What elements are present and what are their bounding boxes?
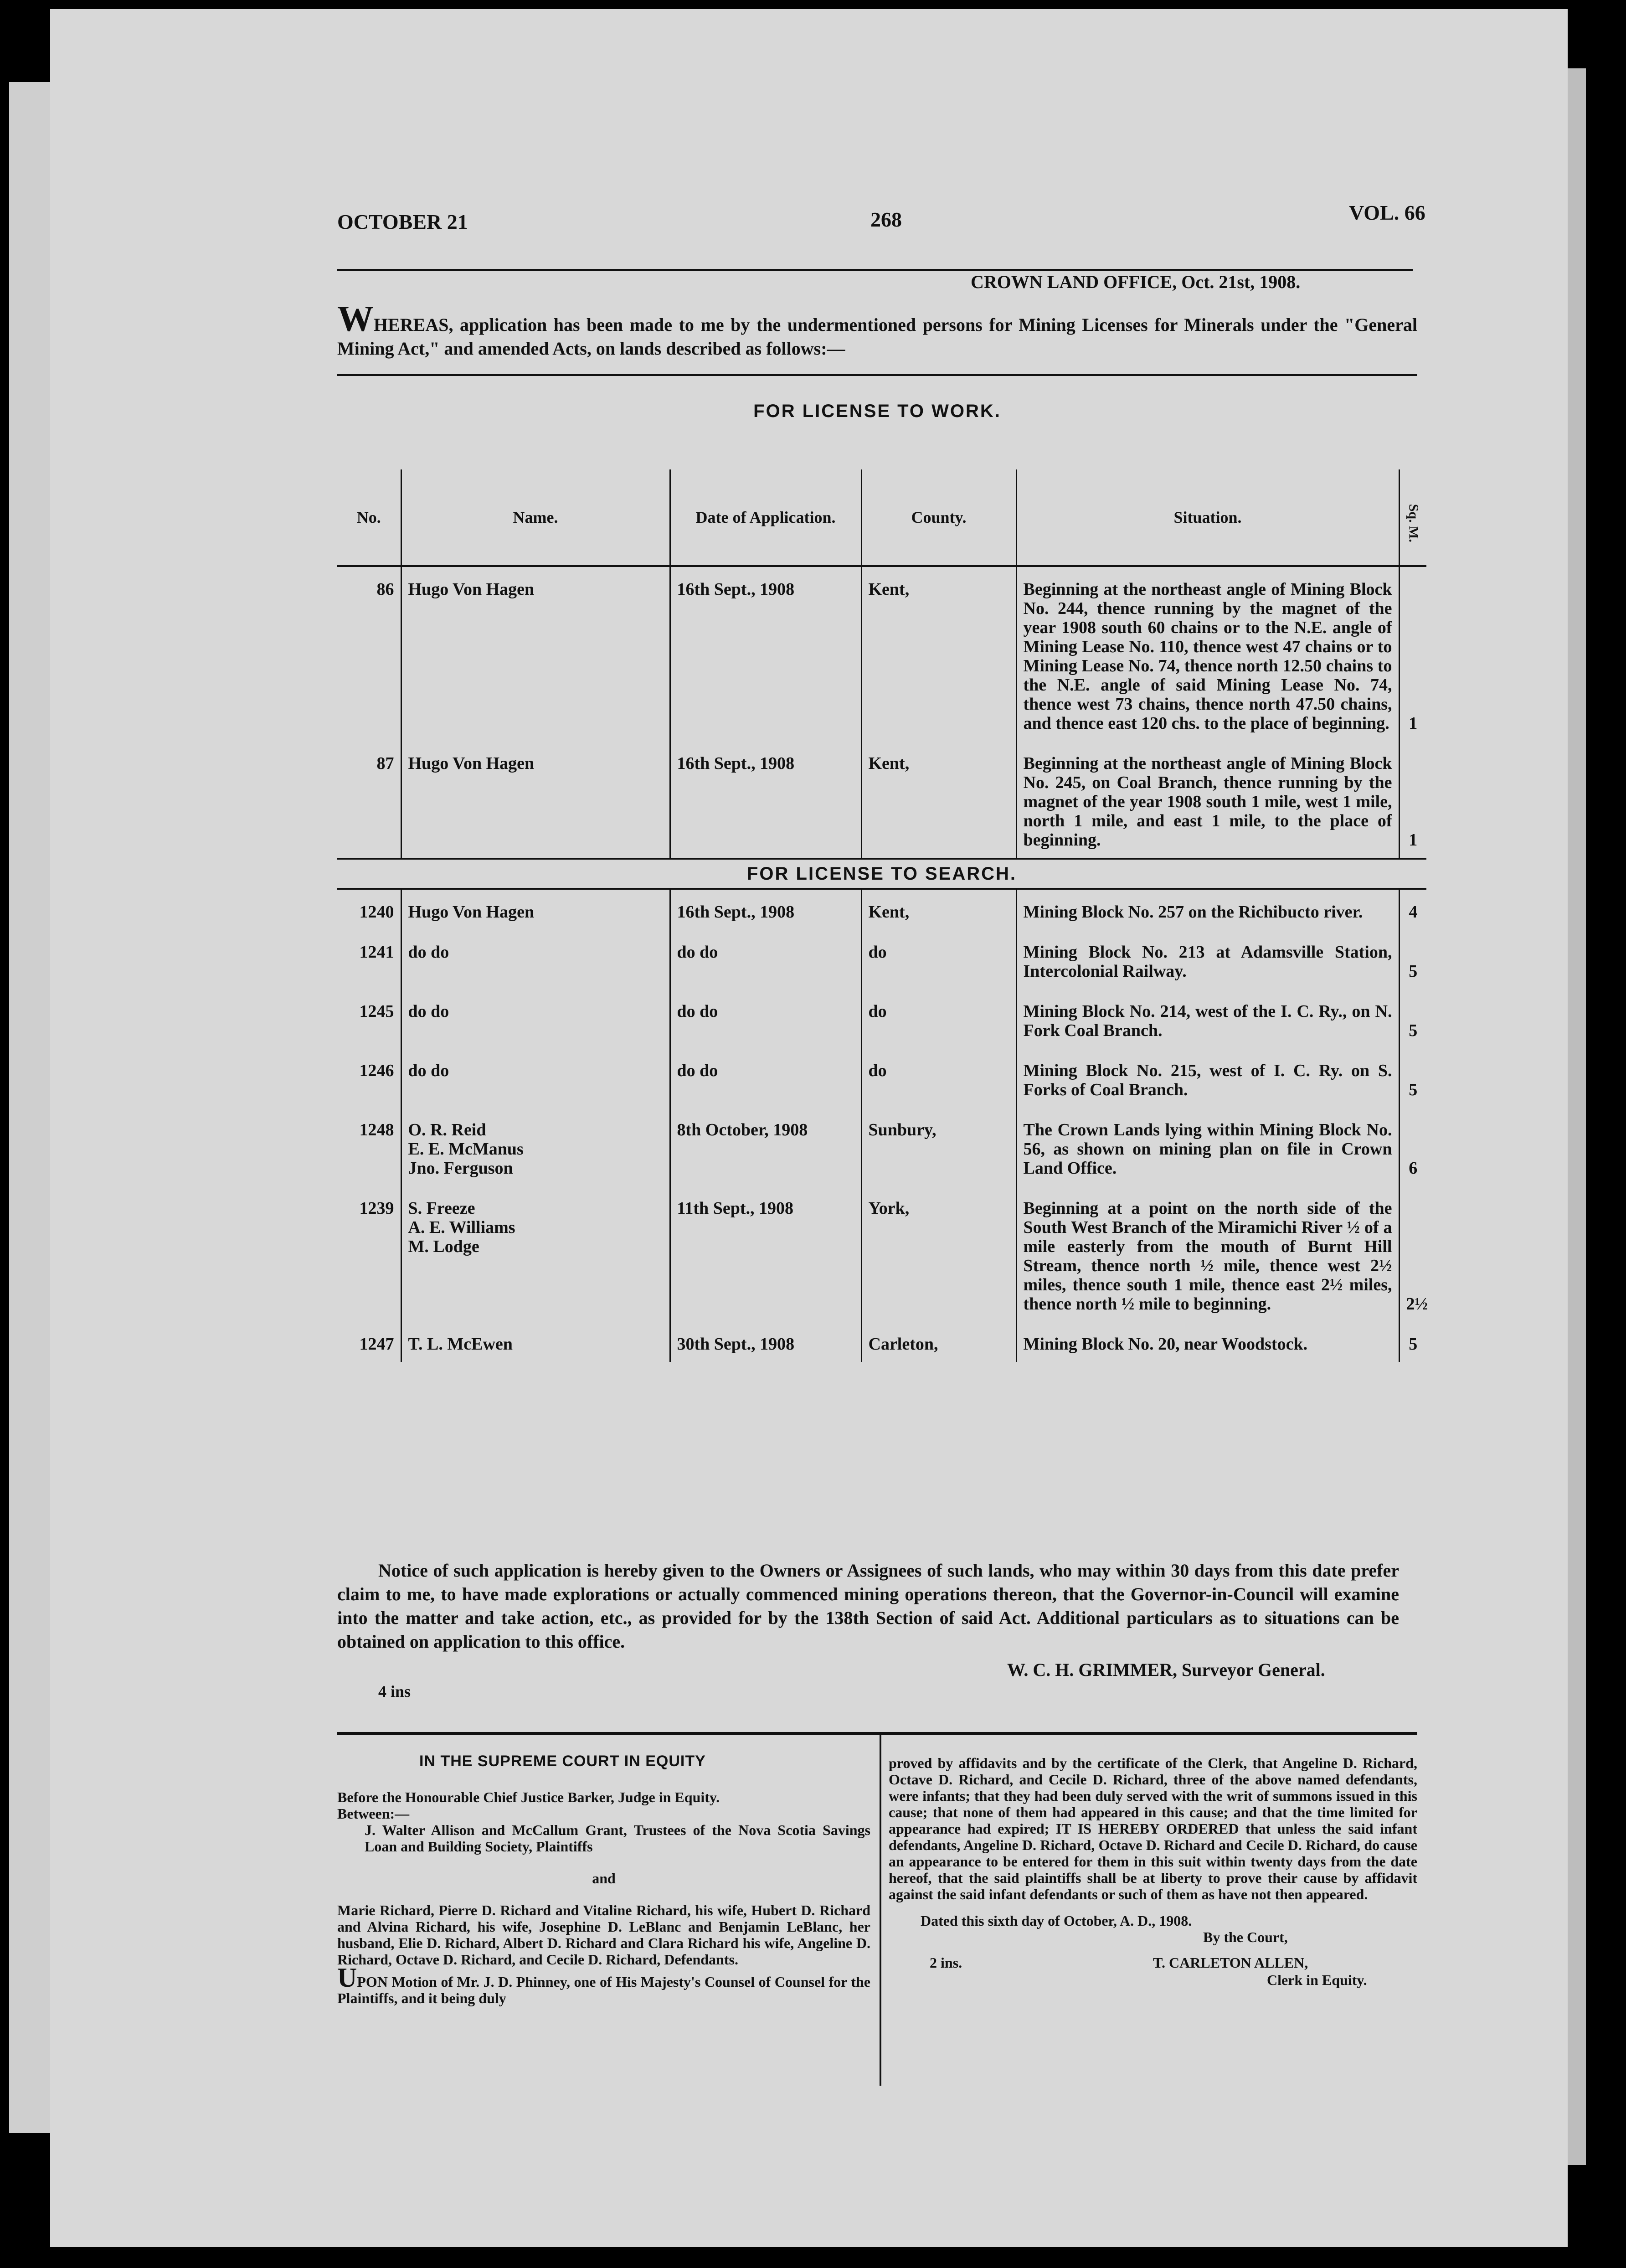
cell-date: 16th Sept., 1908 [670,741,861,859]
volume-label: VOL. 66 [1349,201,1425,224]
cell-sqm: 2½ [1399,1186,1426,1322]
equity-and: and [592,1870,616,1887]
cell-date: 16th Sept., 1908 [670,566,861,741]
col-header-county: County. [861,469,1016,566]
col-header-situation: Situation. [1016,469,1399,566]
table-header-row [337,469,1426,566]
cell-sqm: 1 [1399,741,1426,859]
cell-sqm: 5 [1399,989,1426,1048]
drop-cap: W [337,299,374,339]
cell-sqm: 5 [1399,1048,1426,1108]
cell-county: do [861,989,1016,1048]
cell-date: 30th Sept., 1908 [670,1322,861,1362]
cell-situation: Mining Block No. 20, near Woodstock. [1016,1322,1399,1362]
cell-county: Kent, [861,741,1016,859]
cell-name: do do [401,989,670,1048]
section-title-work: FOR LICENSE TO WORK. [753,401,1001,421]
cell-name: Hugo Von Hagen [401,566,670,741]
equity-upon: PON Motion of Mr. J. D. Phinney, one of His Majesty's Counsel of Counsel for the Plaintiffs, and it being duly [337,1974,870,2006]
cell-name: O. R. Reid E. E. McManus Jno. Ferguson [401,1108,670,1186]
cell-sqm: 6 [1399,1108,1426,1186]
cell-no: 1239 [359,1199,394,1218]
page-number: 268 [870,208,902,231]
cell-situation: Beginning at the northeast angle of Mining Block No. 244, thence running by the magnet of the year 1908 south 60 chains or to the N.E. angle of Mining Lease No. 110, thence west 47 chains or to Mining Lease No. 74, thence north 12.50 chains to the N.E. angle of said Mining Lease No. 74, thence west 73 chains, thence north 47.50 chains, and thence east 120 chs. to the place of beginning. [1016,566,1399,741]
col-header-sqm: Sq. M. [1405,504,1421,542]
col-header-no: No. [337,469,401,566]
equity-title: IN THE SUPREME COURT IN EQUITY [419,1753,706,1770]
equity-ins: 2 ins. [930,1954,962,1971]
table-row [337,889,1426,930]
equity-right-text: proved by affidavits and by the certificate of the Clerk, that Angeline D. Richard, Octave D. Richard, and Cecile D. Richard, three of the above named defendants, were infants; that they had been duly served with the writ of summons issued in this cause; that none of them had appeared in this cause; and that the time limited for appearance had expired; IT IS HEREBY ORDERED that unless the said infant defendants, Angeline D. Richard, Octave D. Richard and Cecile D. Richard, do cause an appearance to be entered for them in this suit within twenty days from the date hereof, that the said plaintiffs shall be at liberty to prove their cause by affidavit against the said infant defendants or such of them as have not then appeared. [889,1755,1417,1902]
table-row [337,566,1426,741]
table-row [337,989,1426,1048]
cell-date: do do [670,930,861,989]
cell-no: 1248 [359,1120,394,1139]
cell-date: 8th October, 1908 [670,1108,861,1186]
cell-no: 1241 [359,943,394,962]
table-row [337,741,1426,859]
cell-date: 11th Sept., 1908 [670,1186,861,1322]
cell-county: Carleton, [861,1322,1016,1362]
cell-sqm: 5 [1399,930,1426,989]
search-rows [337,889,1426,1362]
col-header-name: Name. [401,469,670,566]
section-title-search: FOR LICENSE TO SEARCH. [337,859,1426,889]
issue-date: OCTOBER 21 [337,210,468,233]
cell-situation: Mining Block No. 257 on the Richibucto river. [1016,889,1399,930]
signature: W. C. H. GRIMMER, Surveyor General. [1007,1660,1325,1680]
cell-name: Hugo Von Hagen [401,889,670,930]
cell-date: 16th Sept., 1908 [670,889,861,930]
table-row [337,1186,1426,1322]
intro-text: HEREAS, application has been made to me by the undermentioned persons for Mining Licenses for Minerals under the "General Mining Act," and amended Acts, on lands described as follows:— [337,314,1417,359]
office-dateline: CROWN LAND OFFICE, Oct. 21st, 1908. [971,272,1301,292]
upon-drop-cap: U [337,1963,357,1993]
cell-date: do do [670,989,861,1048]
notice-paragraph: Notice of such application is hereby given to the Owners or Assignees of such lands, who may within 30 days from this date prefer claim to me, to have made explorations or actually commenced mining operations thereon, that the Governor-in-Council will examine into the matter and take action, etc., as provided for by the 138th Section of said Act. Additional particulars as to situations can be obtained on application to this office. [337,1560,1399,1652]
cell-name: do do [401,1048,670,1108]
scan-right-edge [1568,68,1586,2165]
cell-situation: Mining Block No. 214, west of the I. C. Ry., on N. Fork Coal Branch. [1016,989,1399,1048]
cell-no: 1245 [359,1002,394,1021]
cell-name: T. L. McEwen [401,1322,670,1362]
equity-right-column [889,1755,1417,1995]
table-row [337,1048,1426,1108]
work-rows [337,566,1426,859]
equity-plaintiffs: J. Walter Allison and McCallum Grant, Trustees of the Nova Scotia Savings Loan and Building Society, Plaintiffs [365,1822,870,1855]
equity-left-column [337,1789,870,2006]
equity-dated: Dated this sixth day of October, A. D., 1908. [921,1912,1192,1929]
cell-situation: Beginning at a point on the north side of the South West Branch of the Miramichi River ½ of a mile easterly from the mouth of Burnt Hill Stream, thence north ½ mile, thence west 2½ miles, thence south 1 mile, thence east 2½ miles, thence north ½ mile to beginning. [1016,1186,1399,1322]
column-divider [880,1735,881,2086]
scan-left-edge [9,82,50,2133]
cell-county: Kent, [861,889,1016,930]
cell-county: do [861,930,1016,989]
intro-paragraph [337,299,1417,361]
cell-sqm: 1 [1399,566,1426,741]
table-row [337,930,1426,989]
cell-no: 1247 [359,1335,394,1354]
cell-situation: Mining Block No. 213 at Adamsville Station, Intercolonial Railway. [1016,930,1399,989]
cell-situation: The Crown Lands lying within Mining Block No. 56, as shown on mining plan on file in Crown Land Office. [1016,1108,1399,1186]
cell-no: 1240 [359,902,394,922]
cell-county: York, [861,1186,1016,1322]
table-row [337,1108,1426,1186]
clerk-name: T. CARLETON ALLEN, [1153,1954,1308,1971]
cell-no: 87 [376,754,394,773]
cell-name: do do [401,930,670,989]
cell-situation: Beginning at the northeast angle of Mining Block No. 245, on Coal Branch, thence running by the magnet of the year 1908 south 1 mile, west 1 mile, north 1 mile, and east 1 mile, to the place of beginning. [1016,741,1399,859]
equity-between: Between:— [337,1805,410,1822]
cell-county: Sunbury, [861,1108,1016,1186]
equity-by-court: By the Court, [1203,1929,1288,1945]
clerk-title: Clerk in Equity. [1267,1972,1367,1988]
license-table [337,469,1426,1362]
equity-defendants: Marie Richard, Pierre D. Richard and Vitaline Richard, his wife, Hubert D. Richard and Alvina Richard, his wife, Josephine D. LeBlanc and Benjamin LeBlanc, her husband, Elie D. Richard, Albert D. Richard and Clara Richard his wife, Angeline D. Richard, Octave D. Richard, and Cecile D. Richard, Defendants. [337,1902,870,1968]
cell-date: do do [670,1048,861,1108]
cell-county: do [861,1048,1016,1108]
insertions-count: 4 ins [378,1682,411,1701]
cell-county: Kent, [861,566,1016,741]
cell-sqm: 5 [1399,1322,1426,1362]
cell-situation: Mining Block No. 215, west of I. C. Ry. on S. Forks of Coal Branch. [1016,1048,1399,1108]
col-header-date: Date of Application. [670,469,861,566]
table-row [337,1322,1426,1362]
cell-no: 86 [376,580,394,599]
cell-no: 1246 [359,1061,394,1080]
cell-name: S. Freeze A. E. Williams M. Lodge [401,1186,670,1322]
cell-name: Hugo Von Hagen [401,741,670,859]
equity-before: Before the Honourable Chief Justice Barker, Judge in Equity. [337,1789,720,1805]
intro-rule [337,374,1417,376]
cell-sqm: 4 [1399,889,1426,930]
equity-rule [337,1732,1417,1735]
